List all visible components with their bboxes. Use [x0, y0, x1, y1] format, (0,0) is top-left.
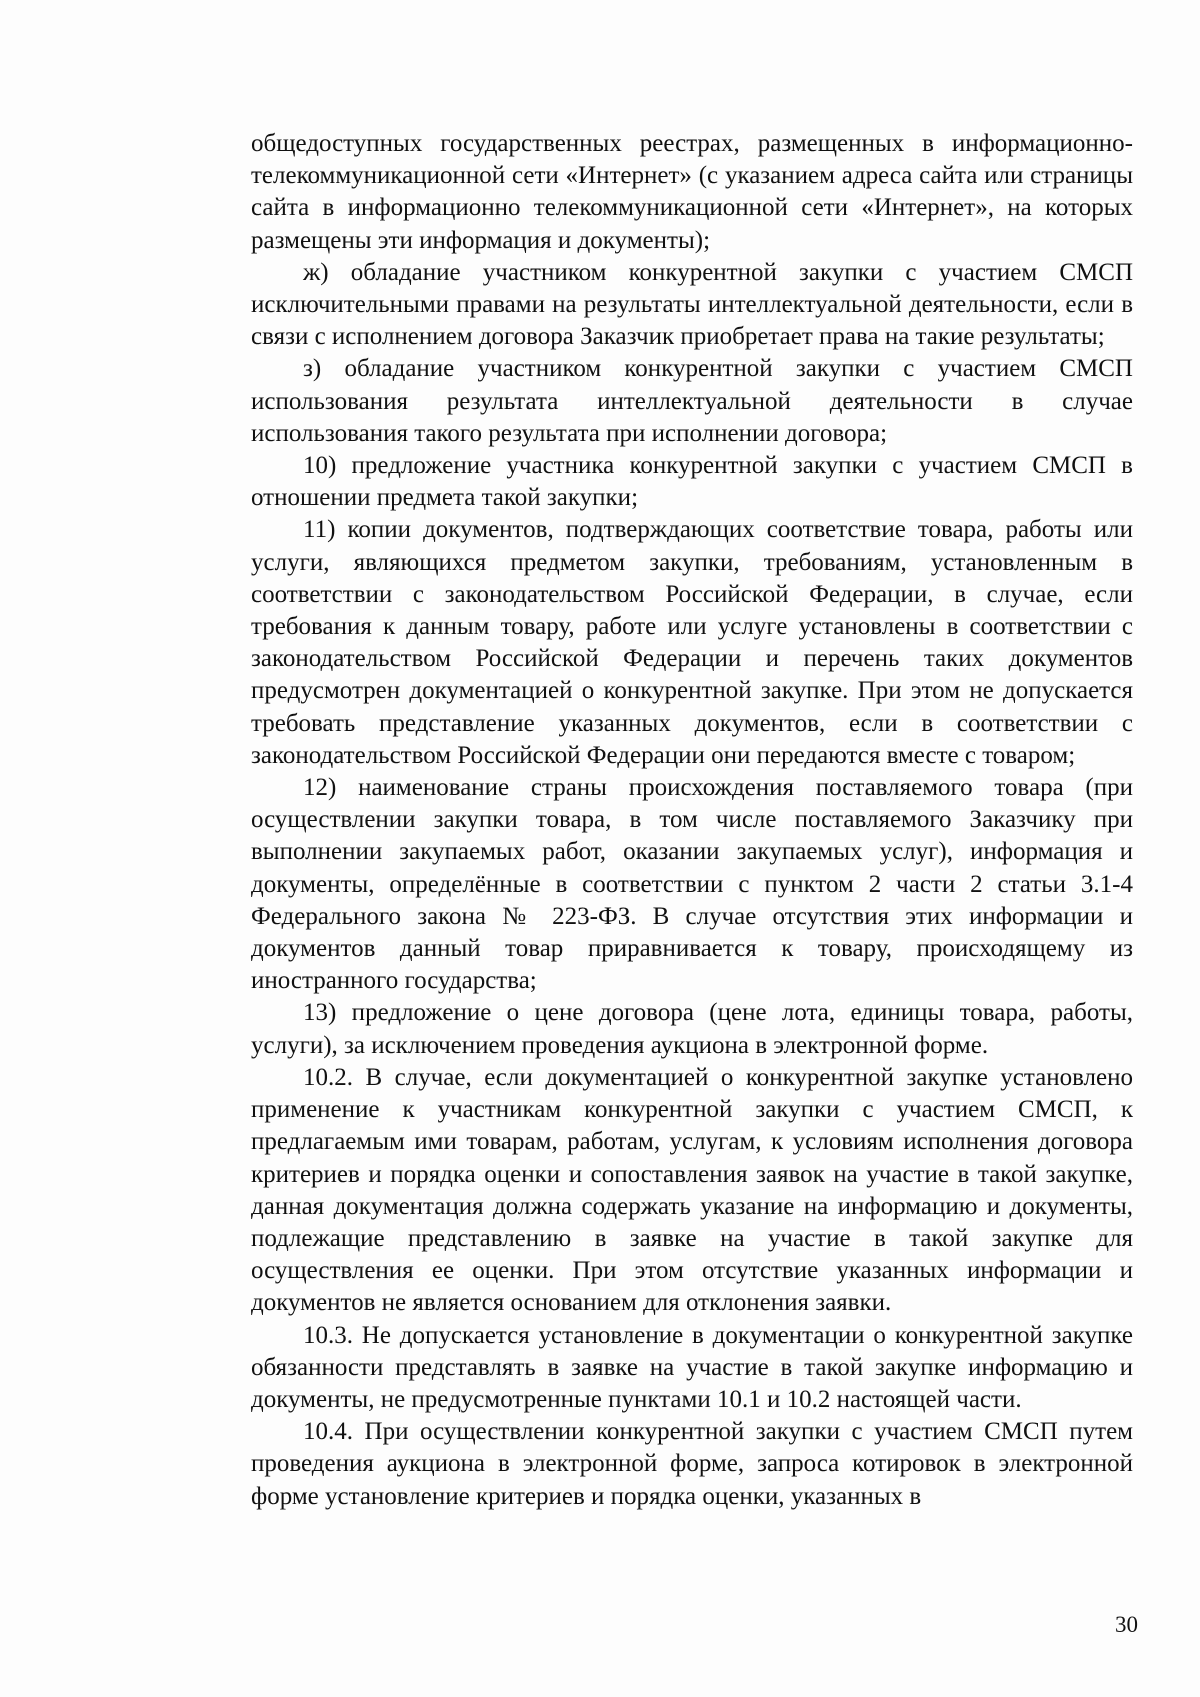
paragraph-item-11: 11) копии документов, подтверждающих соответствие товара, работы или услуги, являющихся предметом закупки, требованиям, установленным в соответствии с законодательством Российской Федерации, в случае, если требования к данным товару, работе или услуге установлены в соответствии с законодательством Российской Федерации и перечень таких документов предусмотрен документацией о конкурентной закупке. При этом не допускается требовать представление указанных документов, если в соответствии с законодательством Российской Федерации они передаются вместе с товаром; — [251, 516, 1133, 769]
paragraph-item-z: з) обладание участником конкурентной закупки с участием СМСП использования результата интеллектуальной деятельности в случае использования такого результата при исполнении договора; — [251, 355, 1133, 447]
document-body — [251, 128, 1133, 1513]
paragraph-item-12: 12) наименование страны происхождения поставляемого товара (при осуществлении закупки товара, в том числе поставляемого Заказчику при выполнении закупаемых работ, оказании закупаемых услуг), информация и документы, определённые в соответствии с пунктом 2 части 2 статьи 3.1-4 Федерального закона № 223-ФЗ. В случае отсутствия этих информации и документов данный товар приравнивается к товару, происходящему из иностранного государства; — [251, 774, 1133, 995]
paragraph-clause-10-3: 10.3. Не допускается установление в документации о конкурентной закупке обязанности представлять в заявке на участие в такой закупке информацию и документы, не предусмотренные пунктами 10.1 и 10.2 настоящей части. — [251, 1321, 1133, 1413]
paragraph-clause-10-4: 10.4. При осуществлении конкурентной закупки с участием СМСП путем проведения аукциона в электронной форме, запроса котировок в электронной форме установление критериев и порядка оценки, указанных в — [251, 1418, 1133, 1510]
page-number: 30 — [1115, 1612, 1138, 1637]
paragraph-item-10: 10) предложение участника конкурентной закупки с участием СМСП в отношении предмета такой закупки; — [251, 452, 1133, 512]
paragraph-clause-10-2: 10.2. В случае, если документацией о конкурентной закупке установлено применение к участникам конкурентной закупки с участием СМСП, к предлагаемым ими товарам, работам, услугам, к условиям исполнения договора критериев и порядка оценки и сопоставления заявок на участие в такой закупке, данная документация должна содержать указание на информацию и документы, подлежащие представлению в заявке на участие в такой закупке для осуществления ее оценки. При этом отсутствие указанных информации и документов не является основанием для отклонения заявки. — [251, 1063, 1133, 1317]
paragraph-item-13: 13) предложение о цене договора (цене лота, единицы товара, работы, услуги), за исключением проведения аукциона в электронной форме. — [251, 999, 1133, 1059]
paragraph-continuation: общедоступных государственных реестрах, размещенных в информационно-телекоммуникационной сети «Интернет» (с указанием адреса сайта или страницы сайта в информационно телекоммуникационной сети «Интернет», на которых размещены эти информация и документы); — [251, 130, 1133, 254]
paragraph-item-zh: ж) обладание участником конкурентной закупки с участием СМСП исключительными правами на результаты интеллектуальной деятельности, если в связи с исполнением договора Заказчик приобретает права на такие результаты; — [251, 258, 1133, 351]
